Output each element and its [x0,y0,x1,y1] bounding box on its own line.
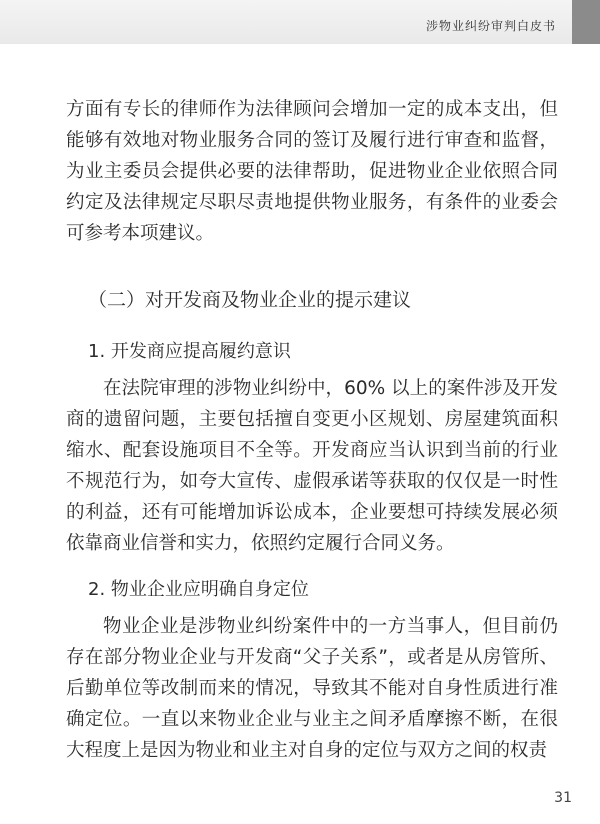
paragraph-2-wrap [66,373,558,559]
running-header [0,0,600,44]
paragraph-3: 物业企业是涉物业纠纷案件中的一方当事人，但目前仍存在部分物业企业与开发商“父子关系”，或者是从房管所、后勤单位等改制而来的情况，导致其不能对自身性质进行准确定位。一直以来物业企业与业主之间矛盾摩擦不断，在很大程度上是因为物业和业主对自身的定位与双方之间的权责 [66,616,558,761]
item-1-title: 1. 开发商应提高履约意识 [88,341,291,362]
paragraph-continuation [66,94,558,249]
item-2-title: 2. 物业企业应明确自身定位 [88,579,309,600]
header-tab-marker [572,0,600,44]
paragraph-1: 方面有专长的律师作为法律顾问会增加一定的成本支出，但能够有效地对物业服务合同的签订及履行进行审查和监督，为业主委员会提供必要的法律帮助，促进物业企业依照合同约定及法律规定尽职尽责地提供物业服务，有条件的业委会可参考本项建议。 [66,99,558,244]
running-header-title: 涉物业纠纷审判白皮书 [425,19,556,33]
paragraph-3-wrap [66,611,558,766]
page-number: 31 [554,790,572,806]
section-heading: （二）对开发商及物业企业的提示建议 [88,289,412,311]
paragraph-2: 在法院审理的涉物业纠纷中，60% 以上的案件涉及开发商的遗留问题，主要包括擅自变更小区规划、房屋建筑面积缩水、配套设施项目不全等。开发商应当认识到当前的行业不规范行为，如夸大宣传、虚假承诺等获取的仅仅是一时性的利益，还有可能增加诉讼成本，企业要想可持续发展必须依靠商业信誉和实力，依照约定履行合同义务。 [66,378,558,554]
